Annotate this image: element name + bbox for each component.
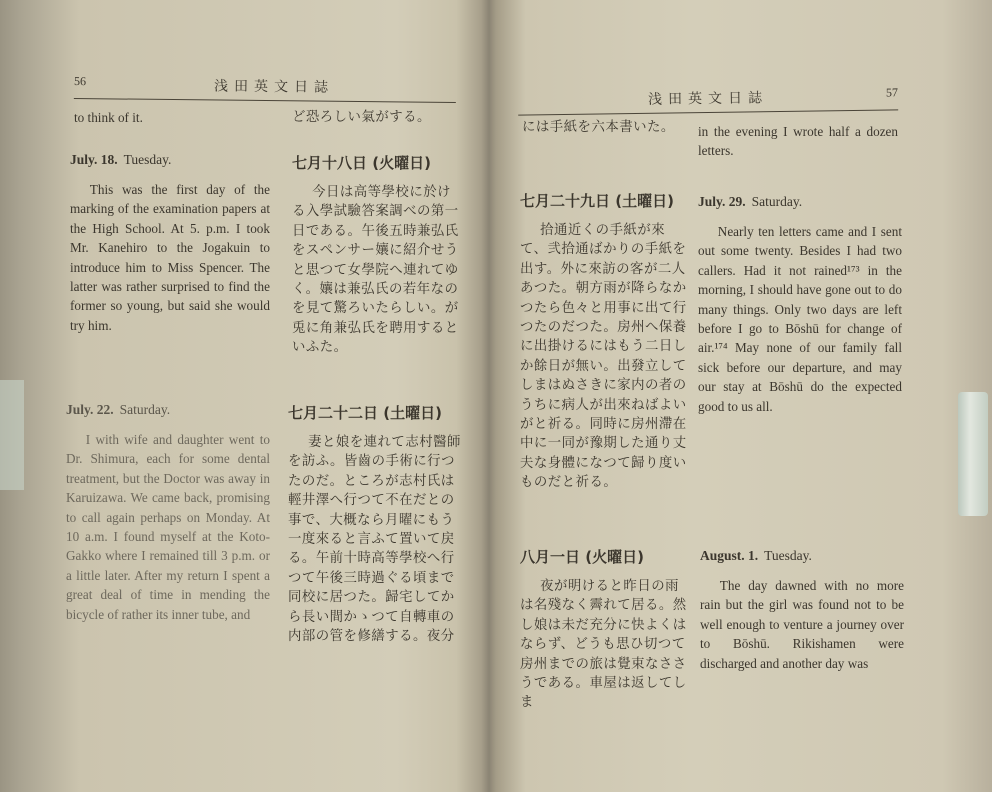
left-page-header	[74, 68, 456, 103]
entry-date-jp: 八月一日 (火曜日)	[520, 548, 644, 566]
page-clip	[958, 392, 988, 516]
entry-date-jp: 七月十八日 (火曜日)	[292, 154, 431, 172]
entry-july-18-en	[70, 152, 270, 335]
entry-july-22-jp	[288, 402, 466, 646]
running-title: 浅田英文日誌	[213, 78, 335, 96]
entry-july-22-en	[66, 402, 270, 624]
running-title: 浅田英文日誌	[647, 90, 769, 108]
continuation-jp: ど恐ろしい氣がする。	[292, 110, 431, 125]
right-page-header	[518, 79, 898, 115]
continuation-en: to think of it.	[74, 110, 143, 125]
entry-text-jp: 夜が明けると昨日の雨は名殘なく霽れて居る。然し娘は未だ充分に快よくはならず、どうも思ひ切つて房州までの旅は覺束なささうである。車屋は返してしま	[520, 579, 687, 711]
entry-date-en: July. 18. Tuesday.	[70, 152, 172, 167]
page-number: 57	[885, 85, 899, 100]
entry-text-jp: 妻と娘を連れて志村醫師を訪ふ。皆齒の手術に行つたのだ。ところが志村氏は輕井澤へ行つて不在だとの事で、大概なら月曜にもう一度來ると言ふて置いて戻る。午前十時高等學校へ行つて午後三時過ぐる頃まで同校に居つた。歸宅してから長い間かゝつて自轉車の内部の管を修繕する。夜分	[288, 435, 461, 645]
entry-text-en: Nearly ten letters came and I sent out some twenty. Besides I had two callers. Had it not rained¹⁷³ in the morning, I should have gone out to do many things. Only two days are left before I go to Bōshū for change of air.¹⁷⁴ May none of our family fall sick before our departure, and may our stay at Bōshū do the expected good to us all.	[698, 224, 902, 414]
entry-july-29-en	[698, 194, 902, 416]
right-page	[488, 0, 970, 792]
entry-date-jp: 七月二十九日 (土曜日)	[520, 192, 674, 210]
entry-date-jp: 七月二十二日 (土曜日)	[288, 404, 442, 422]
entry-july-29-jp	[520, 190, 692, 493]
left-page	[12, 0, 470, 792]
entry-date-en: July. 22. Saturday.	[66, 402, 171, 417]
page-number: 56	[73, 74, 87, 89]
entry-text-jp: 今日は高等學校に於ける入學試驗答案調べの第一日である。午後五時兼弘氏をスペンサー孃に紹介せうと思つて女學院へ連れてゆく。孃は兼弘氏の若年なのを見て驚ろいたらしい。が兎に角兼弘氏を聘用するといふた。	[292, 185, 459, 356]
entry-july-18-jp	[292, 152, 464, 358]
continuation-en: in the evening I wrote half a dozen letters.	[698, 124, 898, 159]
entry-text-jp: 拾通近くの手紙が來て、弐拾通ばかりの手紙を出す。外に來訪の客が二人あつた。朝方雨が降らなかつたら色々と用事に出て行つたのだつた。房州へ保養に出掛けるにはもう二日しか餘日が無い。出發立してしまはぬさきに家内の者のうちに病人が出來ねばよいがと祈る。同時に房州滯在中に一同が豫期した通り丈夫な身體になつて歸り度いものだと祈る。	[520, 223, 687, 491]
continuation-jp: には手紙を六本書いた。	[522, 120, 675, 135]
entry-date-en: August. 1. Tuesday.	[700, 548, 812, 563]
entry-august-1-en	[700, 548, 904, 673]
entry-text-en: The day dawned with no more rain but the girl was found not to be well enough to venture a journey over to Bōshū. Rikishamen were discharged and another day was	[700, 578, 904, 671]
entry-date-en: July. 29. Saturday.	[698, 194, 803, 209]
entry-text-en: I with wife and daughter went to Dr. Shimura, each for some dental treatment, but the Doctor was away in Karuizawa. We came back, promising to call again perhaps on Monday. At 10 a.m. I found myself at the Koto-Gakko where I remained till 3 p.m. or a little later. After my return I spent a great deal of time in mending the bicycle of rather its inner tube, and	[66, 432, 270, 622]
entry-august-1-jp	[520, 546, 692, 713]
entry-text-en: This was the first day of the marking of the examination papers at the High School. At 5. p.m. I took Mr. Kanehiro to the Jogakuin to introduce him to Miss Spencer. The latter was rather surprised to find the former so young, but said she would try him.	[70, 182, 270, 333]
